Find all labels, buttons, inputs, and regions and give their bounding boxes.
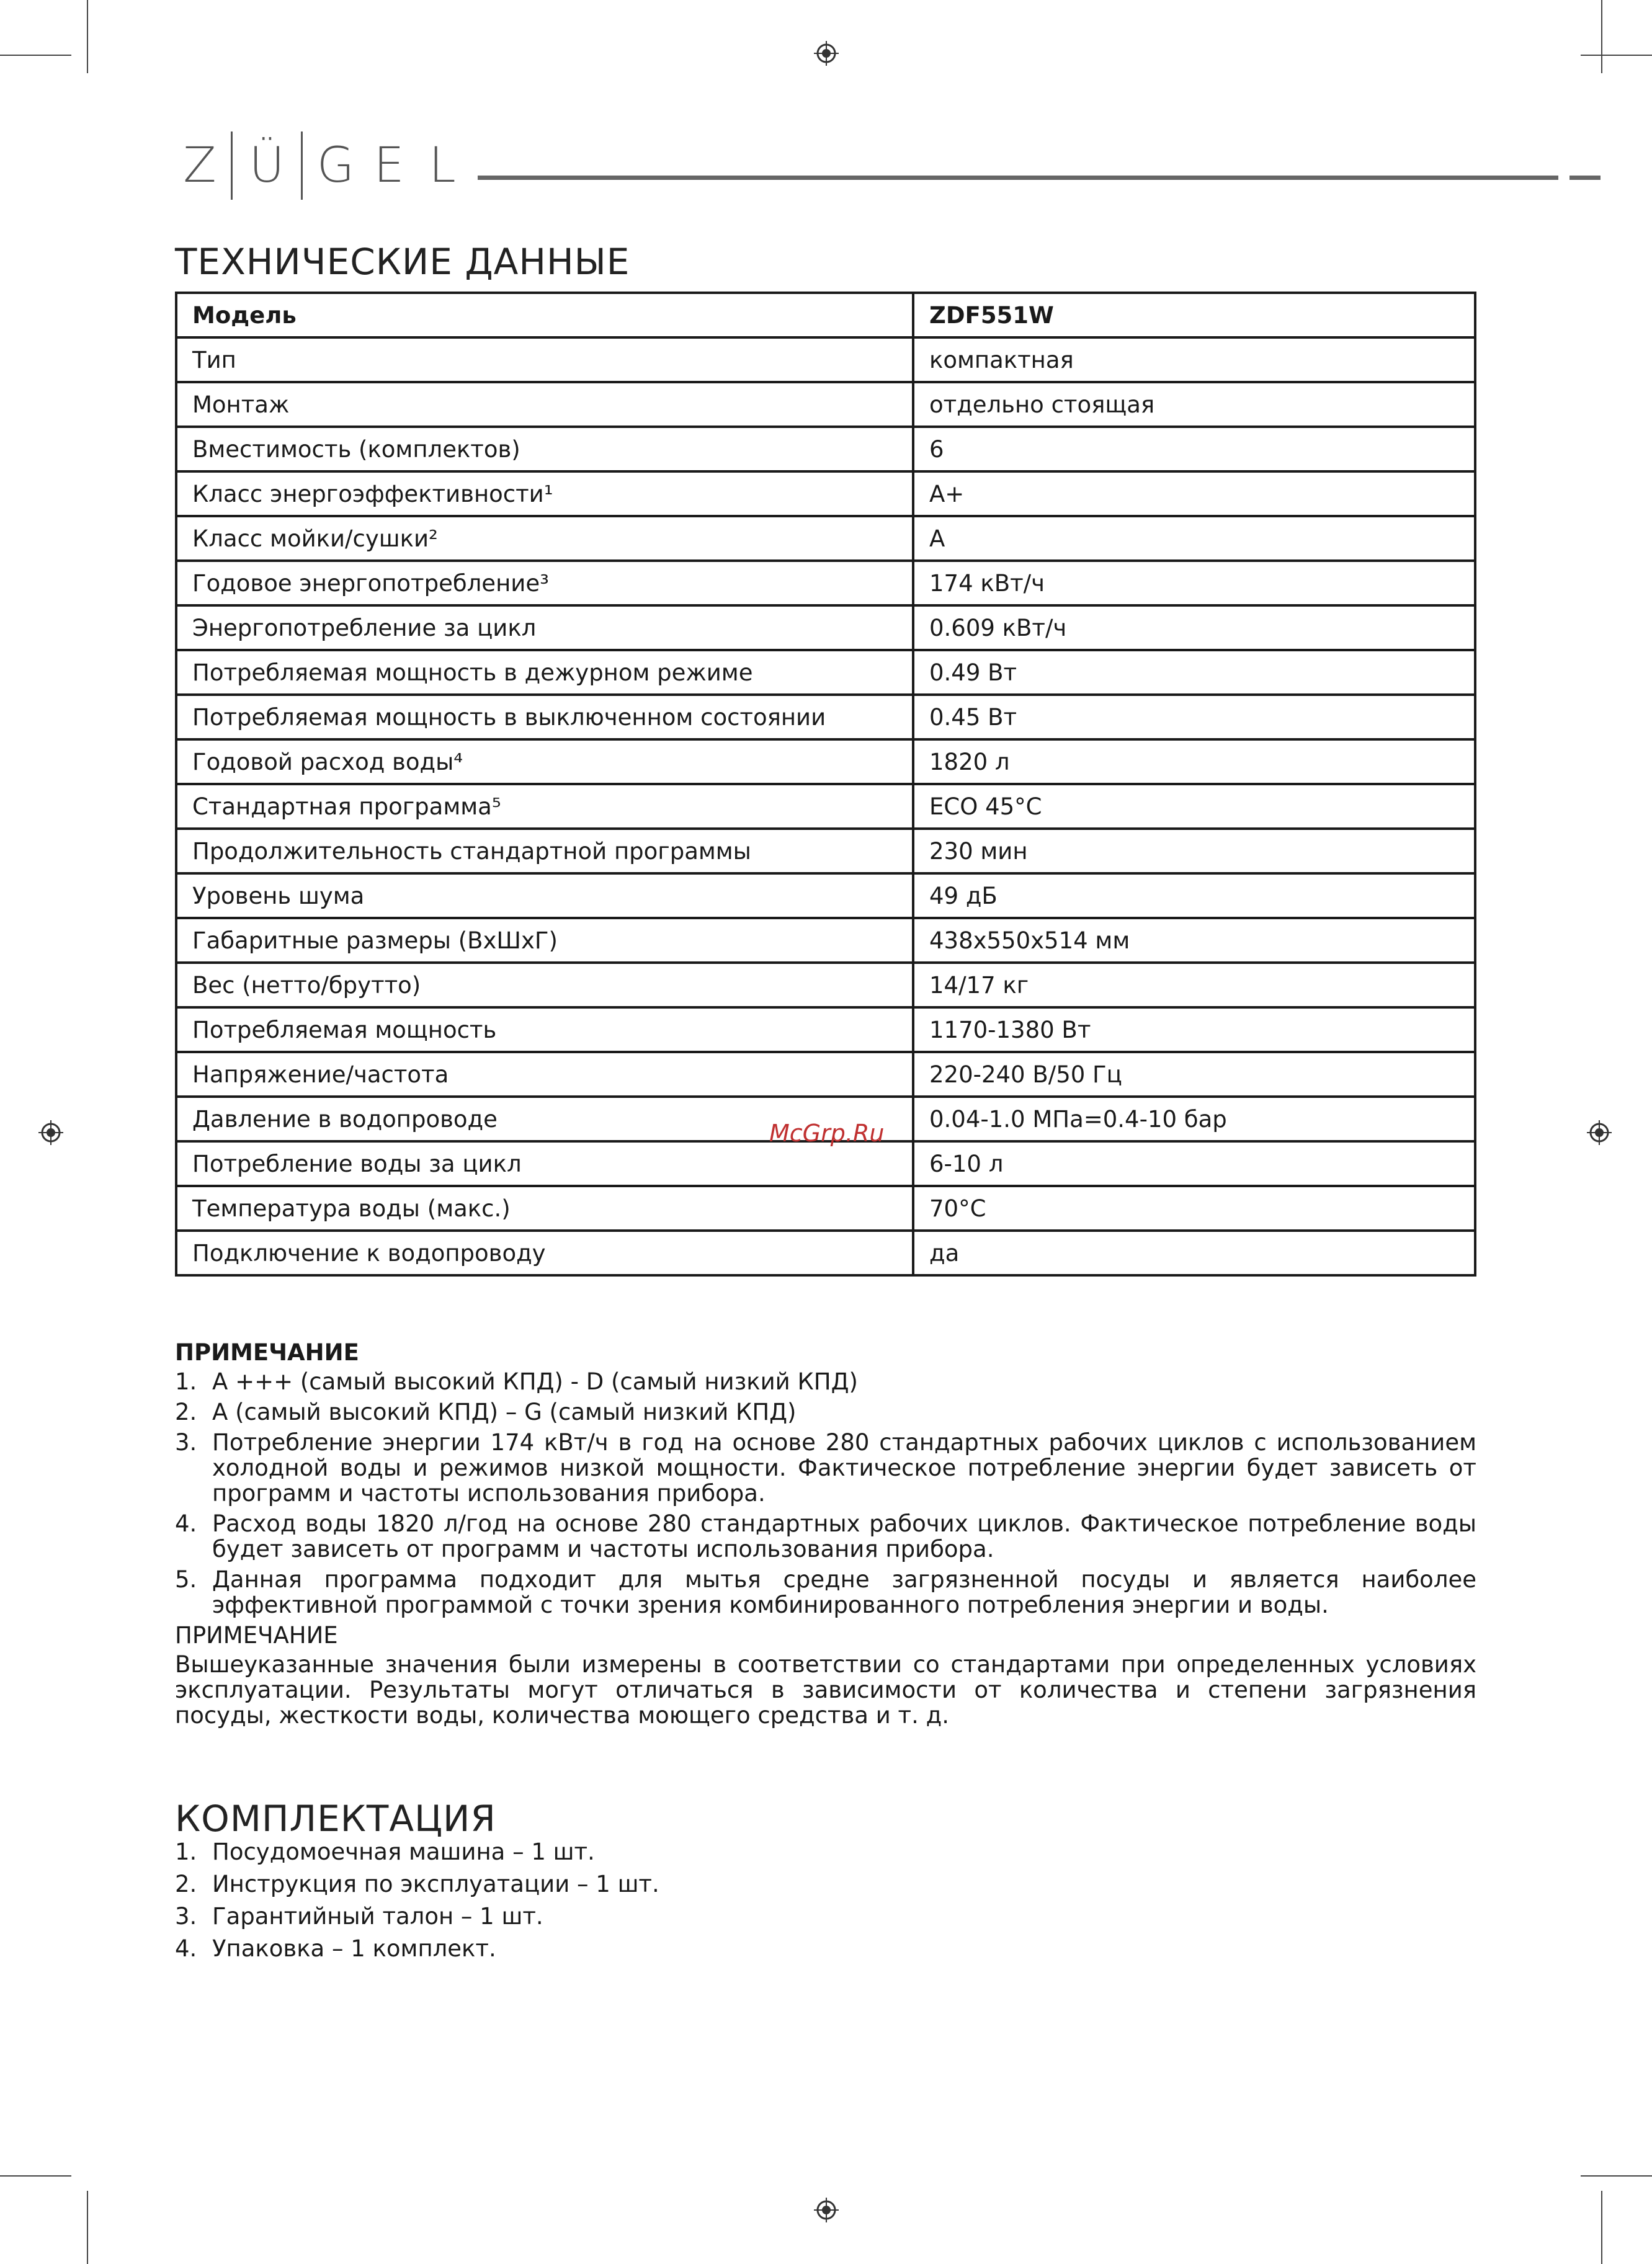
list-item-text: Потребление энергии 174 кВт/ч в год на основе 280 стандартных рабочих циклов с использованием холодной воды и режимов низкой мощности. Фактическое потребление энергии будет зависеть от программ и частоты использования прибора. [212,1429,1476,1507]
list-item-number: 1. [175,1368,197,1395]
crop-mark [0,55,71,56]
list-item [175,1430,1476,1506]
spec-value: 1820 л [913,739,1475,784]
spec-value: 49 дБ [913,873,1475,918]
list-item-text: A (самый высокий КПД) – G (самый низкий КПД) [212,1399,797,1425]
list-item [175,1836,1476,1868]
list-item-number: 4. [175,1510,197,1537]
logo-letter: G [316,138,355,194]
spec-parameter: Потребление воды за цикл [176,1141,913,1186]
crop-mark [1581,2175,1652,2177]
header-rule [478,176,1558,180]
spec-value: 14/17 кг [913,963,1475,1007]
spec-value: 0.45 Вт [913,695,1475,739]
list-item-text: Данная программа подходит для мытья средне загрязненной посуды и является наиболее эффективной программой с точки зрения комбинированного потребления энергии и воды. [212,1566,1476,1618]
spec-value: ZDF551W [913,293,1475,337]
spec-parameter: Потребляемая мощность в выключенном состоянии [176,695,913,739]
spec-value: ECO 45°C [913,784,1475,829]
logo-letter: Z [183,138,217,194]
crop-mark [1581,55,1652,56]
spec-parameter: Тип [176,337,913,382]
table-row [176,650,1475,695]
notes-paragraph: Вышеуказанные значения были измерены в соответствии со стандартами при определенных условиях эксплуатации. Результаты могут отличаться в зависимости от количества и степени загрязнения посуды, жесткости воды, количества моющего средства и т. д. [175,1651,1476,1729]
table-row [176,963,1475,1007]
spec-parameter: Продолжительность стандартной программы [176,829,913,873]
list-item [175,1567,1476,1618]
table-row [176,1231,1475,1275]
registration-mark-icon [814,2198,839,2222]
table-row [176,516,1475,561]
spec-parameter: Годовой расход воды⁴ [176,739,913,784]
notes-block [175,1340,1476,1728]
notes-heading: ПРИМЕЧАНИЕ [175,1339,359,1366]
spec-parameter: Габаритные размеры (ВхШхГ) [176,918,913,963]
logo-letter: E [373,138,404,194]
header-rule-end [1569,176,1601,180]
crop-mark [1601,2191,1602,2264]
table-row [176,873,1475,918]
spec-value: 70°C [913,1186,1475,1231]
list-item-number: 5. [175,1566,197,1593]
table-row [176,829,1475,873]
registration-mark-icon [1587,1120,1612,1145]
crop-mark [87,0,88,73]
spec-value: отдельно стоящая [913,382,1475,427]
list-item-text: Упаковка – 1 комплект. [212,1935,496,1962]
spec-value: 6-10 л [913,1141,1475,1186]
spec-value: компактная [913,337,1475,382]
list-item-text: Инструкция по эксплуатации – 1 шт. [212,1871,659,1897]
spec-parameter: Модель [176,293,913,337]
list-item-text: Посудомоечная машина – 1 шт. [212,1838,595,1865]
list-item-text: A +++ (самый высокий КПД) - D (самый низкий КПД) [212,1368,858,1395]
notes-heading-secondary: ПРИМЕЧАНИЕ [175,1622,338,1649]
spec-value: 230 мин [913,829,1475,873]
spec-parameter: Класс мойки/сушки² [176,516,913,561]
logo-letter-boxed: Ü [231,131,303,200]
list-item [175,1901,1476,1933]
table-row [176,605,1475,650]
kit-block [175,1836,1476,1965]
list-item [175,1868,1476,1901]
table-row [176,1007,1475,1052]
table-row [176,561,1475,605]
spec-value: да [913,1231,1475,1275]
registration-mark-icon [38,1120,63,1145]
table-row [176,695,1475,739]
spec-parameter: Годовое энергопотребление³ [176,561,913,605]
list-item-number: 3. [175,1429,197,1456]
spec-parameter: Потребляемая мощность в дежурном режиме [176,650,913,695]
notes-list [175,1369,1476,1618]
spec-value: A [913,516,1475,561]
spec-value: 0.49 Вт [913,650,1475,695]
spec-value: 174 кВт/ч [913,561,1475,605]
list-item [175,1399,1476,1425]
table-row [176,1141,1475,1186]
table-row [176,293,1475,337]
table-row [176,739,1475,784]
table-row [176,427,1475,471]
table-row [176,337,1475,382]
table-row [176,784,1475,829]
registration-mark-icon [814,41,839,66]
list-item-text: Расход воды 1820 л/год на основе 280 стандартных рабочих циклов. Фактическое потребление воды будет зависеть от программ и частоты использования прибора. [212,1510,1476,1562]
spec-value: 0.04-1.0 МПа=0.4-10 бар [913,1097,1475,1141]
spec-value: 6 [913,427,1475,471]
spec-value: 0.609 кВт/ч [913,605,1475,650]
spec-value: A+ [913,471,1475,516]
list-item [175,1511,1476,1562]
spec-parameter: Класс энергоэффективности¹ [176,471,913,516]
list-item [175,1933,1476,1965]
spec-parameter: Уровень шума [176,873,913,918]
table-row [176,1052,1475,1097]
list-item-number: 3. [175,1903,197,1930]
list-item-text: Гарантийный талон – 1 шт. [212,1903,543,1930]
table-row [176,918,1475,963]
spec-parameter: Монтаж [176,382,913,427]
brand-logo [175,131,469,200]
list-item-number: 1. [175,1838,197,1865]
list-item-number: 2. [175,1399,197,1425]
spec-parameter: Энергопотребление за цикл [176,605,913,650]
spec-parameter: Напряжение/частота [176,1052,913,1097]
spec-parameter: Температура воды (макс.) [176,1186,913,1231]
spec-value: 1170-1380 Вт [913,1007,1475,1052]
logo-letter: L [429,138,456,194]
kit-list [175,1836,1476,1965]
crop-mark [1601,0,1602,73]
spec-parameter: Вес (нетто/брутто) [176,963,913,1007]
table-row [176,471,1475,516]
spec-value: 220-240 В/50 Гц [913,1052,1475,1097]
crop-mark [87,2191,88,2264]
spec-parameter: Вместимость (комплектов) [176,427,913,471]
spec-value: 438x550x514 мм [913,918,1475,963]
spec-parameter: Подключение к водопроводу [176,1231,913,1275]
list-item-number: 4. [175,1935,197,1962]
watermark: McGrp.Ru [769,1120,885,1147]
table-row [176,382,1475,427]
table-row [176,1186,1475,1231]
kit-section-title: КОМПЛЕКТАЦИЯ [175,1798,496,1840]
spec-parameter: Давление в водопроводе [176,1097,913,1141]
spec-section-title: ТЕХНИЧЕСКИЕ ДАННЫЕ [175,241,630,283]
crop-mark [0,2175,71,2177]
list-item-number: 2. [175,1871,197,1897]
spec-parameter: Потребляемая мощность [176,1007,913,1052]
list-item [175,1369,1476,1394]
spec-parameter: Стандартная программа⁵ [176,784,913,829]
